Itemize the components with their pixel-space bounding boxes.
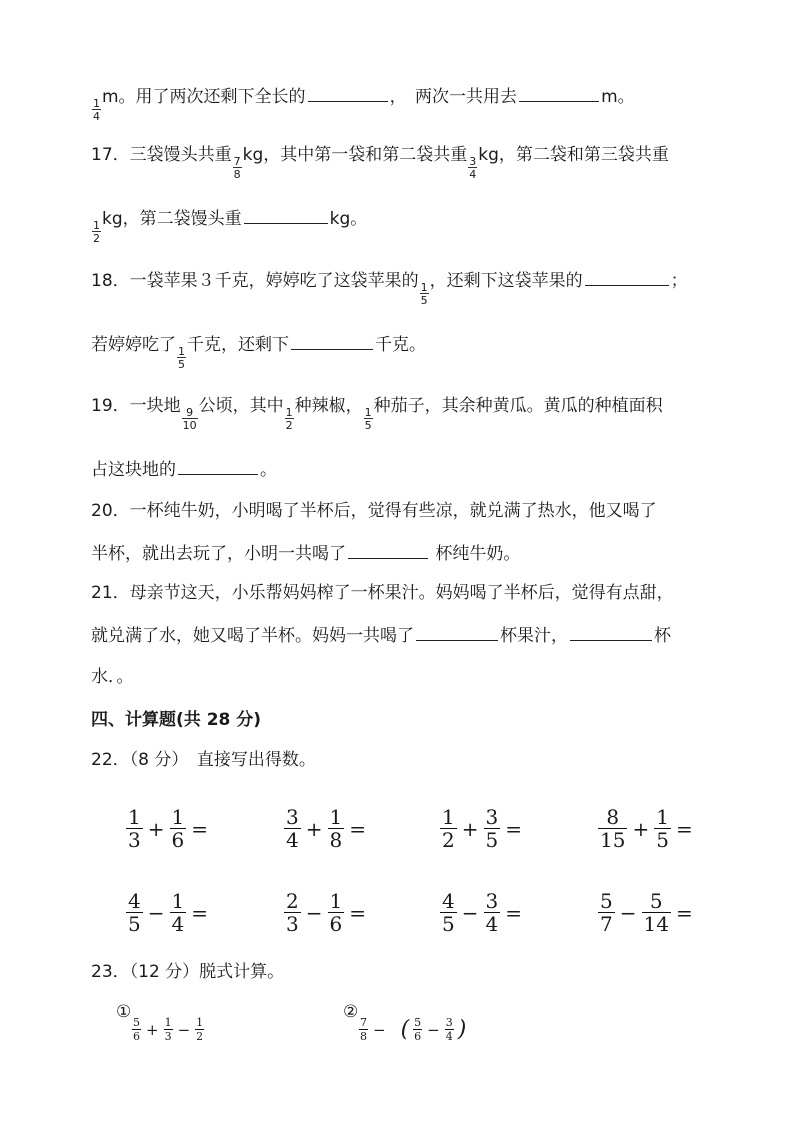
q16-text: m。用了两次还剩下全长的 (102, 87, 306, 107)
fraction: $\frac{1}{5}$ (364, 406, 372, 432)
fraction: 4 5 (128, 889, 141, 936)
operator: − (619, 900, 637, 925)
fraction: 3 4 (286, 805, 299, 852)
fraction: $\frac{1}{8}$ (329, 805, 343, 852)
fraction: $\frac{1}{4}$ (171, 889, 185, 936)
fraction-expression (438, 806, 525, 851)
operator: − (461, 900, 479, 925)
q21-line-1 (91, 581, 702, 605)
q18-text: ； (670, 271, 688, 291)
item-marker: ① (116, 1002, 132, 1022)
answer-blank[interactable] (244, 206, 328, 224)
equals-sign: = (675, 900, 693, 925)
answer-blank[interactable] (585, 268, 669, 286)
fraction: $\frac{1}{6}$ (329, 889, 343, 936)
fraction: $\frac{1}{2}$ (285, 406, 293, 432)
fraction: $\frac{1}{2}$ (93, 219, 100, 245)
q19-text: 种茄子，其余种黄瓜。黄瓜的种植面积 (373, 396, 663, 416)
q17-line-1 (91, 143, 702, 180)
fraction: 7 8 (360, 1016, 367, 1043)
q17-text: kg。 (329, 209, 368, 229)
fraction: $\frac{9}{10}$ (182, 406, 197, 432)
answer-blank[interactable] (519, 84, 599, 102)
parenthesis: ) (457, 1017, 467, 1042)
q19-text: 种辣椒， (294, 396, 363, 416)
q21-text: ．母亲节这天，小乐帮妈妈榨了一杯果汁。妈妈喝了半杯后，觉得有点甜， (112, 583, 674, 603)
fraction: $\frac{1}{3}$ (164, 1016, 172, 1043)
equals-sign: = (675, 816, 693, 841)
fraction-expression (282, 890, 369, 935)
operator: + (632, 816, 650, 841)
fraction: $\frac{3}{4}$ (469, 155, 477, 181)
q19-text: 占这块地的 (91, 460, 176, 480)
q17-text: kg，第二袋馒头重 (102, 209, 242, 229)
fraction: $\frac{3}{5}$ (485, 805, 499, 852)
question-number: 19 (91, 396, 113, 416)
q20-line-2 (91, 541, 702, 566)
fraction: 1 3 (128, 805, 141, 852)
q19-text: 公顷，其中 (198, 396, 284, 416)
fraction-expression (124, 806, 211, 851)
operator: − (147, 900, 165, 925)
q20-text: ．一杯纯牛奶，小明喝了半杯后，觉得有些凉，就兑满了热水，他又喝了 (112, 501, 657, 521)
q21-text: 杯 (654, 626, 671, 646)
q18-text: 千克，还剩下 (187, 335, 289, 355)
equals-sign: = (505, 900, 522, 925)
answer-blank[interactable] (291, 332, 373, 350)
q21-line-3 (91, 665, 702, 689)
answer-blank[interactable] (416, 623, 498, 641)
q21-text: 水．。 (91, 667, 134, 687)
fraction: $\frac{1}{5}$ (656, 805, 669, 852)
q23-expression-1 (130, 1016, 206, 1043)
q18-text: 若婷婷吃了 (91, 335, 176, 355)
operator: − (427, 1020, 440, 1039)
fraction: $\frac{1}{5}$ (178, 345, 185, 371)
q18-text: ．一袋苹果３千克，婷婷吃了这袋苹果的 (112, 271, 419, 291)
q18-text: ，还剩下这袋苹果的 (429, 271, 583, 291)
fraction: $\frac{1}{6}$ (171, 805, 185, 852)
q23-label: 23．（12 分）脱式计算。 (91, 962, 285, 982)
operator: − (177, 1020, 191, 1039)
fraction-expression (596, 806, 696, 851)
q18-line-1 (91, 268, 702, 306)
fraction: 1 2 (442, 805, 455, 852)
answer-blank[interactable] (308, 84, 388, 102)
fraction: $\frac{3}{4}$ (445, 1016, 453, 1043)
fraction: $\frac{1}{2}$ (196, 1016, 204, 1043)
fraction: $\frac{3}{4}$ (485, 889, 499, 936)
q20-text: 半杯，就出去玩了，小明一共喝了 (91, 544, 346, 564)
fraction: 5 6 (133, 1016, 140, 1043)
fraction: $\frac{1}{4}$ (93, 97, 100, 123)
item-marker: ② (343, 1002, 359, 1022)
section-title: 四、计算题(共 28 分) (91, 710, 262, 730)
question-number: 20 (91, 501, 113, 521)
q18-line-2 (91, 332, 702, 370)
equals-sign: = (191, 816, 208, 841)
fraction-expression (596, 890, 696, 935)
fraction-expression (124, 890, 211, 935)
fraction: $\frac{1}{5}$ (420, 281, 428, 307)
fraction: $\frac{7}{8}$ (233, 155, 241, 181)
q17-text: ．三袋馒头共重 (112, 145, 232, 165)
q19-line-1 (91, 394, 702, 431)
q22-label: 22．（8 分） 直接写出得数。 (91, 750, 316, 770)
q20-text: 杯纯牛奶。 (435, 544, 521, 564)
q23-expression-2 (357, 1016, 468, 1043)
q19-line-2 (91, 457, 702, 482)
answer-blank[interactable] (178, 457, 258, 475)
q16-text: ， 两次一共用去 (389, 87, 518, 107)
fraction-expression (282, 806, 369, 851)
operator: + (305, 816, 323, 841)
parenthesis: ( (400, 1017, 410, 1042)
answer-blank[interactable] (348, 541, 428, 559)
fraction: 5 7 (600, 889, 613, 936)
operator: − (305, 900, 323, 925)
q17-line-2 (91, 206, 702, 244)
q21-text: 杯果汁， (500, 626, 568, 646)
equals-sign: = (505, 816, 522, 841)
operator: − (373, 1020, 386, 1039)
fraction: 5 6 (414, 1016, 422, 1043)
fraction-expression (438, 890, 525, 935)
q18-text: 千克。 (375, 335, 426, 355)
equals-sign: = (191, 900, 208, 925)
operator: + (147, 816, 165, 841)
q19-text: 。 (260, 460, 277, 480)
q20-line-1 (91, 499, 702, 523)
answer-blank[interactable] (570, 623, 652, 641)
equals-sign: = (349, 816, 366, 841)
q16-tail-line (91, 84, 702, 122)
question-number: 21 (91, 583, 113, 603)
equals-sign: = (349, 900, 366, 925)
fraction: 4 5 (442, 889, 455, 936)
fraction: 8 15 (600, 805, 626, 852)
fraction: $\frac{5}{14}$ (643, 889, 669, 936)
q21-line-2 (91, 623, 702, 648)
q17-text: kg，第二袋和第三袋共重 (478, 145, 669, 165)
q17-text: kg，其中第一袋和第二袋共重 (242, 145, 468, 165)
q21-text: 就兑满了水，她又喝了半杯。妈妈一共喝了 (91, 626, 414, 646)
question-number: 17 (91, 145, 113, 165)
question-number: 18 (91, 271, 113, 291)
operator: + (146, 1020, 159, 1039)
q19-text: ．一块地 (112, 396, 181, 416)
q16-text: m。 (601, 87, 635, 107)
operator: + (461, 816, 479, 841)
fraction: 2 3 (286, 889, 299, 936)
